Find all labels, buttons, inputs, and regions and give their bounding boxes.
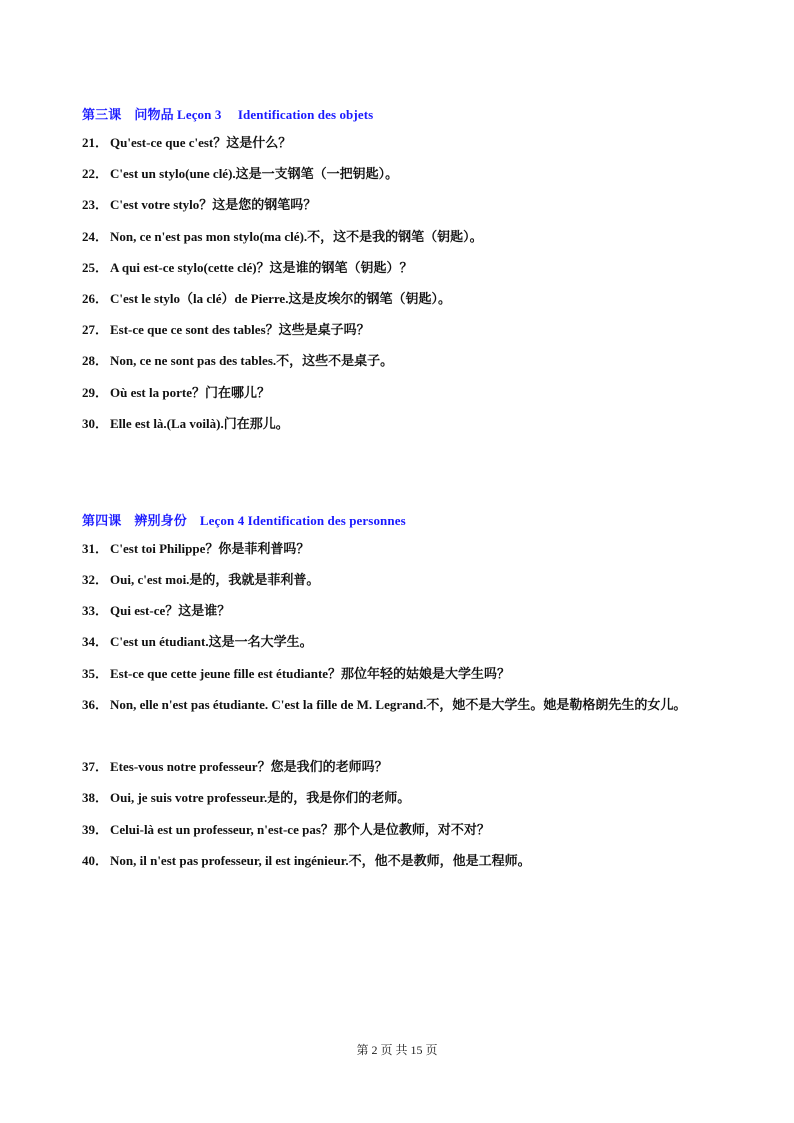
sentence-number: 34． (82, 634, 109, 649)
sentence-text: Où est la porte？门在哪儿？ (110, 385, 270, 400)
sentence-text: Non, ce ne sont pas des tables.不，这些不是桌子。 (110, 353, 394, 368)
sentence-line (82, 853, 722, 869)
sentence-text: C'est un étudiant.这是一名大学生。 (110, 634, 313, 649)
sentence-line (82, 822, 722, 838)
sentence-number: 39． (82, 822, 109, 837)
sentence-line (82, 291, 722, 307)
sentence-line (82, 541, 722, 557)
sentence-line (82, 634, 722, 650)
sentence-text: Non, il n'est pas professeur, il est ingénieur.不，他不是教师，他是工程师。 (110, 853, 531, 868)
sentence-line (82, 790, 722, 806)
sentence-number: 35． (82, 666, 109, 681)
sentence-line (82, 260, 722, 276)
sentence-text: Est-ce que cette jeune fille est étudiante？那位年轻的姑娘是大学生吗？ (110, 666, 511, 681)
sentence-line (82, 666, 722, 682)
sentence-text: Qu'est-ce que c'est？这是什么？ (110, 135, 292, 150)
sentence-line (82, 229, 722, 245)
page-footer: 第 2 页 共 15 页 (356, 1043, 438, 1057)
sentence-line (82, 759, 722, 775)
sentence-text: Est-ce que ce sont des tables？这些是桌子吗？ (110, 322, 370, 337)
sentence-text: A qui est-ce stylo(cette clé)？这是谁的钢笔（钥匙）？ (110, 260, 413, 275)
sentence-number: 30． (82, 416, 109, 431)
sentence-text: Oui, c'est moi.是的，我就是菲利普。 (110, 572, 320, 587)
sentence-number: 33． (82, 603, 109, 618)
sentence-number: 29． (82, 385, 109, 400)
sentence-text: Etes-vous notre professeur？您是我们的老师吗？ (110, 759, 388, 774)
sentence-text: C'est toi Philippe？你是菲利普吗？ (110, 541, 310, 556)
sentence-number: 32． (82, 572, 109, 587)
sentence-line (82, 322, 722, 338)
sentence-line (82, 353, 722, 369)
lesson-4-heading: 第四课 辨别身份 Leçon 4 Identification des personnes (82, 513, 406, 528)
sentence-number: 36． (82, 697, 109, 712)
sentence-number: 21． (82, 135, 109, 150)
sentence-number: 24． (82, 229, 109, 244)
sentence-number: 38． (82, 790, 109, 805)
sentence-line (82, 603, 722, 619)
sentence-number: 27． (82, 322, 109, 337)
sentence-text: Elle est là.(La voilà).门在那儿。 (110, 416, 289, 431)
sentence-text: Non, ce n'est pas mon stylo(ma clé).不，这不是我的钢笔（钥匙）。 (110, 229, 483, 244)
sentence-number: 28． (82, 353, 109, 368)
sentence-number: 31． (82, 541, 109, 556)
sentence-line (82, 416, 722, 432)
sentence-number: 37． (82, 759, 109, 774)
sentence-line (82, 166, 722, 182)
sentence-number: 23． (82, 197, 109, 212)
sentence-text: C'est un stylo(une clé).这是一支钢笔（一把钥匙）。 (110, 166, 399, 181)
sentence-text: Celui-là est un professeur, n'est-ce pas？那个人是位教师，对不对？ (110, 822, 490, 837)
sentence-number: 40． (82, 853, 109, 868)
sentence-line (82, 572, 722, 588)
sentence-line (82, 385, 722, 401)
sentence-line (82, 689, 702, 720)
sentence-text: Non, elle n'est pas étudiante. C'est la fille de M. Legrand.不，她不是大学生。她是勒格朗先生的女儿。 (110, 697, 687, 712)
sentence-line (82, 135, 722, 151)
lesson-3-heading: 第三课 问物品 Leçon 3 Identification des objets (82, 107, 374, 122)
sentence-text: Qui est-ce？这是谁？ (110, 603, 231, 618)
sentence-text: Oui, je suis votre professeur.是的，我是你们的老师。 (110, 790, 411, 805)
sentence-text: C'est votre stylo？这是您的钢笔吗？ (110, 197, 317, 212)
sentence-text: C'est le stylo（la clé）de Pierre.这是皮埃尔的钢笔（钥匙）。 (110, 291, 451, 306)
sentence-line (82, 197, 722, 213)
sentence-number: 25． (82, 260, 109, 275)
sentence-number: 26． (82, 291, 109, 306)
sentence-number: 22． (82, 166, 109, 181)
